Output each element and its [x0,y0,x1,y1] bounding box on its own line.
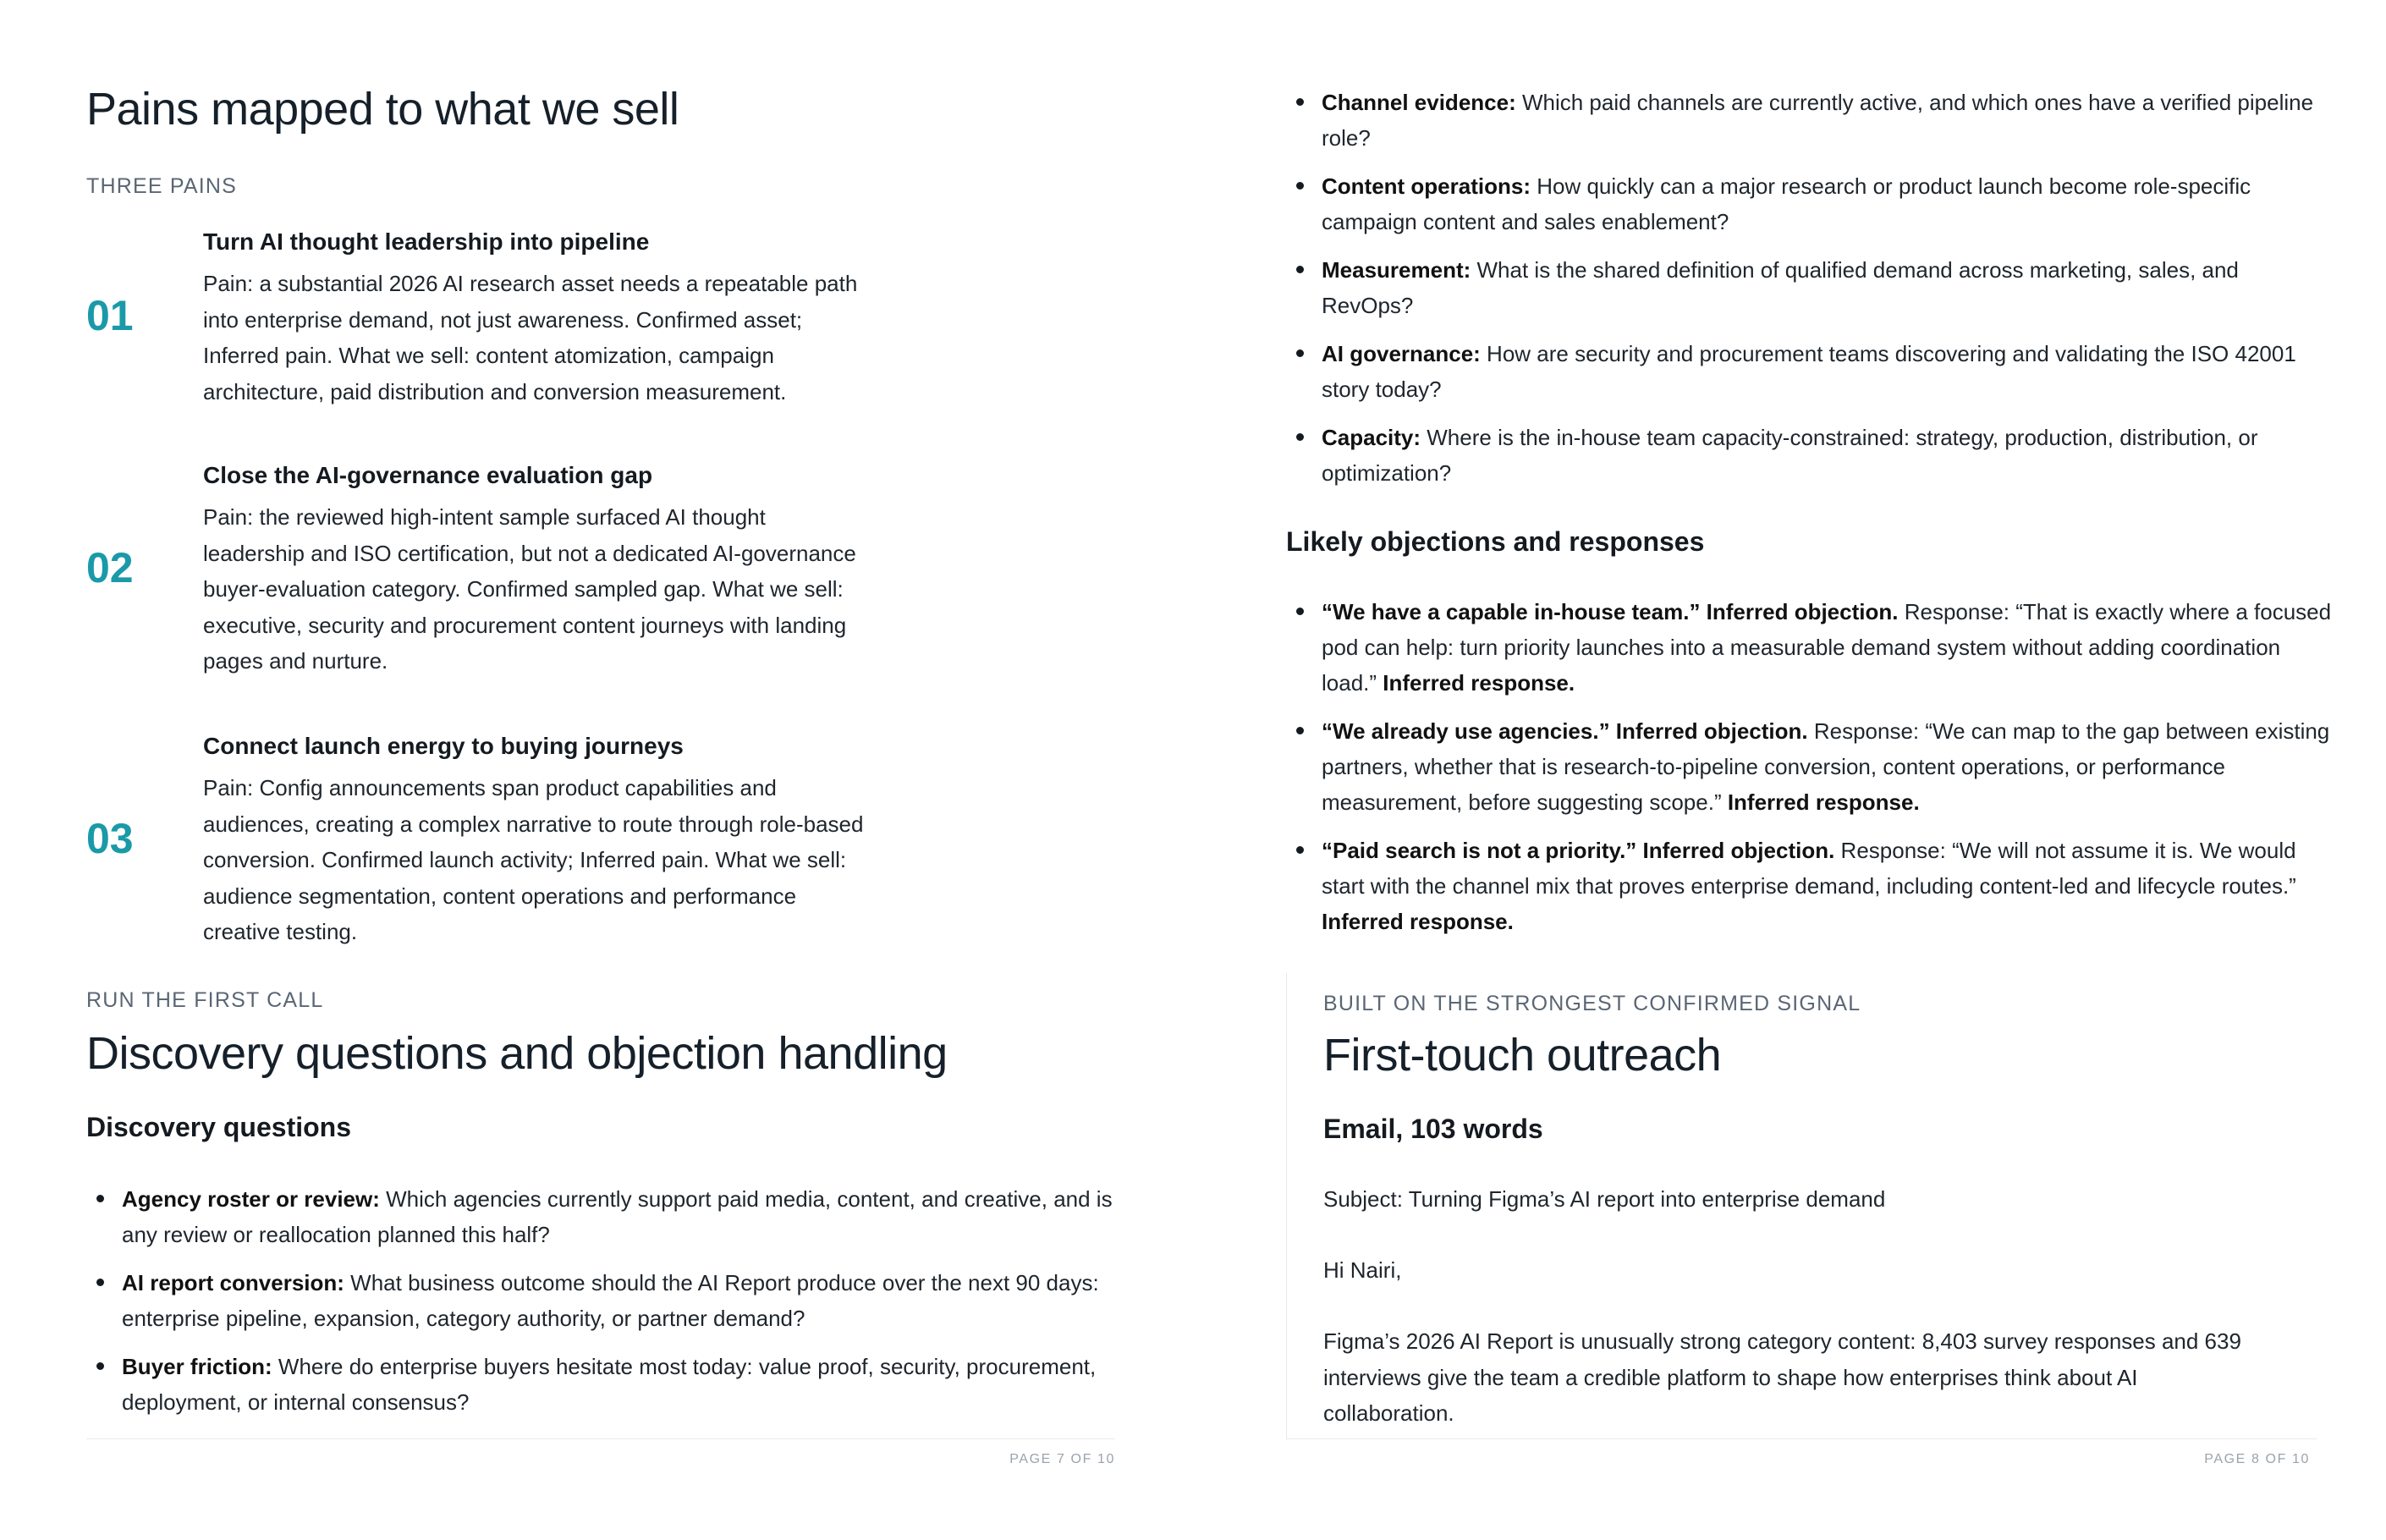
response-tag: Inferred response. [1322,909,1514,934]
item-text: Which paid channels are currently active, and which ones have a verified pipeline role? [1322,90,2314,151]
list-item [1286,833,2335,939]
item-text: Where do enterprise buyers hesitate most today: value proof, security, procurement, deployment, or internal consensus? [122,1354,1097,1415]
pain-line: pages and nurture. [203,648,388,674]
pain-line: conversion. Confirmed launch activity; Inferred pain. What we sell: [203,847,847,872]
pain-item [86,459,932,696]
email-heading: Email, 103 words [1323,1114,1543,1144]
email-line: collaboration. [1323,1400,1454,1426]
page-number: PAGE 7 OF 10 [1009,1452,1115,1466]
pain-description [203,499,931,679]
item-label: Agency roster or review: [122,1186,380,1212]
page-8 [1193,0,2386,1540]
email-body [1323,1323,2339,1432]
page-number: PAGE 8 OF 10 [2204,1452,2310,1466]
bullet-icon [1296,608,1304,615]
objection-label: “Paid search is not a priority.” Inferred objection. [1322,838,1835,863]
pain-heading: Connect launch energy to buying journeys [203,733,684,759]
pain-heading: Turn AI thought leadership into pipeline [203,228,650,255]
section-title: First-touch outreach [1323,1030,1722,1081]
item-text: What business outcome should the AI Report produce over the next 90 days: enterprise pipeline, expansion, category authority, or partner demand? [122,1270,1099,1331]
pain-description [203,770,931,950]
pain-line: audiences, creating a complex narrative to route through role-based [203,811,864,837]
list-item [1286,336,2335,407]
list-item [86,1349,1127,1420]
item-label: AI governance: [1322,341,1481,366]
pain-line: creative testing. [203,919,358,944]
bullet-icon [96,1279,104,1286]
discovery-list-continued [1286,85,2335,503]
item-label: Capacity: [1322,425,1421,450]
pain-line: audience segmentation, content operations and performance [203,883,797,909]
bullet-icon [1296,98,1304,106]
pains-eyebrow: THREE PAINS [86,174,238,198]
list-item [1286,252,2335,323]
list-item [1286,168,2335,239]
item-label: Measurement: [1322,257,1471,283]
pain-number: 02 [86,544,134,591]
email-line: Figma’s 2026 AI Report is unusually strong category content: 8,403 survey responses and 639 [1323,1328,2241,1354]
pain-body [203,459,931,679]
pain-heading: Close the AI-governance evaluation gap [203,462,653,488]
bullet-icon [1296,349,1304,357]
item-text: How quickly can a major research or product launch become role-specific campaign content and sales enablement? [1322,173,2251,234]
response-tag: Inferred response. [1383,670,1575,696]
pain-line: Pain: a substantial 2026 AI research asset needs a repeatable path [203,271,858,296]
pain-line: architecture, paid distribution and conversion measurement. [203,378,787,404]
list-item [1286,713,2335,820]
objection-label: “We have a capable in-house team.” Inferred objection. [1322,599,1899,624]
pain-description [203,266,931,410]
item-label: AI report conversion: [122,1270,344,1295]
call-eyebrow: RUN THE FIRST CALL [86,988,324,1012]
item-label: Channel evidence: [1322,90,1516,115]
item-text: What is the shared definition of qualified demand across marketing, sales, and RevOps? [1322,257,2239,318]
outreach-eyebrow: BUILT ON THE STRONGEST CONFIRMED SIGNAL [1323,992,1861,1015]
item-text: Which agencies currently support paid media, content, and creative, and is any review or reallocation planned this half? [122,1186,1113,1247]
pain-item [86,225,932,420]
email-greeting: Hi Nairi, [1323,1257,1402,1283]
email-subject: Subject: Turning Figma’s AI report into enterprise demand [1323,1186,1886,1212]
footer-divider [1286,1438,2317,1439]
bullet-icon [1296,182,1304,190]
item-text: How are security and procurement teams discovering and validating the ISO 42001 story today? [1322,341,2296,402]
objections-heading: Likely objections and responses [1286,526,1705,557]
response-tag: Inferred response. [1727,789,1920,815]
pain-line: Pain: Config announcements span product capabilities and [203,775,777,800]
list-item [1286,594,2335,701]
list-item [86,1265,1127,1336]
list-item [86,1181,1127,1252]
objection-label: “We already use agencies.” Inferred objection. [1322,718,1808,744]
bullet-icon [96,1362,104,1370]
objections-list [1286,594,2335,952]
bullet-icon [1296,433,1304,441]
pain-line: Inferred pain. What we sell: content atomization, campaign [203,343,774,368]
pain-body [203,729,931,950]
pain-body [203,225,931,410]
pain-item [86,729,932,966]
pain-line: buyer-evaluation category. Confirmed sampled gap. What we sell: [203,576,844,602]
item-label: Content operations: [1322,173,1531,199]
footer-divider [86,1438,1115,1439]
item-text: Where is the in-house team capacity-constrained: strategy, production, distribution, or optimization? [1322,425,2258,486]
bullet-icon [1296,266,1304,273]
discovery-heading: Discovery questions [86,1112,351,1142]
page-title: Pains mapped to what we sell [86,84,679,135]
bullet-icon [1296,846,1304,854]
objection-response: Response: “We can map to the gap between existing partners, whether that is research-to-pipeline conversion, content operations, or performance measurement, before suggesting scope.” [1322,718,2330,815]
pain-number: 03 [86,815,134,862]
pain-line: leadership and ISO certification, but not a dedicated AI-governance [203,540,856,566]
item-label: Buyer friction: [122,1354,272,1379]
pain-line: into enterprise demand, not just awareness. Confirmed asset; [203,306,803,333]
list-item [1286,85,2335,156]
pain-line: executive, security and procurement content journeys with landing [203,612,847,638]
discovery-list [86,1181,1127,1433]
email-line: interviews give the team a credible platform to shape how enterprises think about AI [1323,1364,2138,1390]
list-item [1286,420,2335,491]
objection-response: Response: “That is exactly where a focused pod can help: turn priority launches into a measurable demand system without adding coordination load.” [1322,599,2332,696]
callout-rule [1286,973,1287,1438]
bullet-icon [1296,727,1304,734]
pain-number: 01 [86,292,134,339]
objection-response: Response: “We will not assume it is. We would start with the channel mix that proves enterprise demand, including content-led and lifecycle routes.” [1322,838,2296,899]
pain-line: Pain: the reviewed high-intent sample surfaced AI thought [203,504,766,530]
bullet-icon [96,1195,104,1202]
section-title: Discovery questions and objection handling [86,1028,948,1079]
